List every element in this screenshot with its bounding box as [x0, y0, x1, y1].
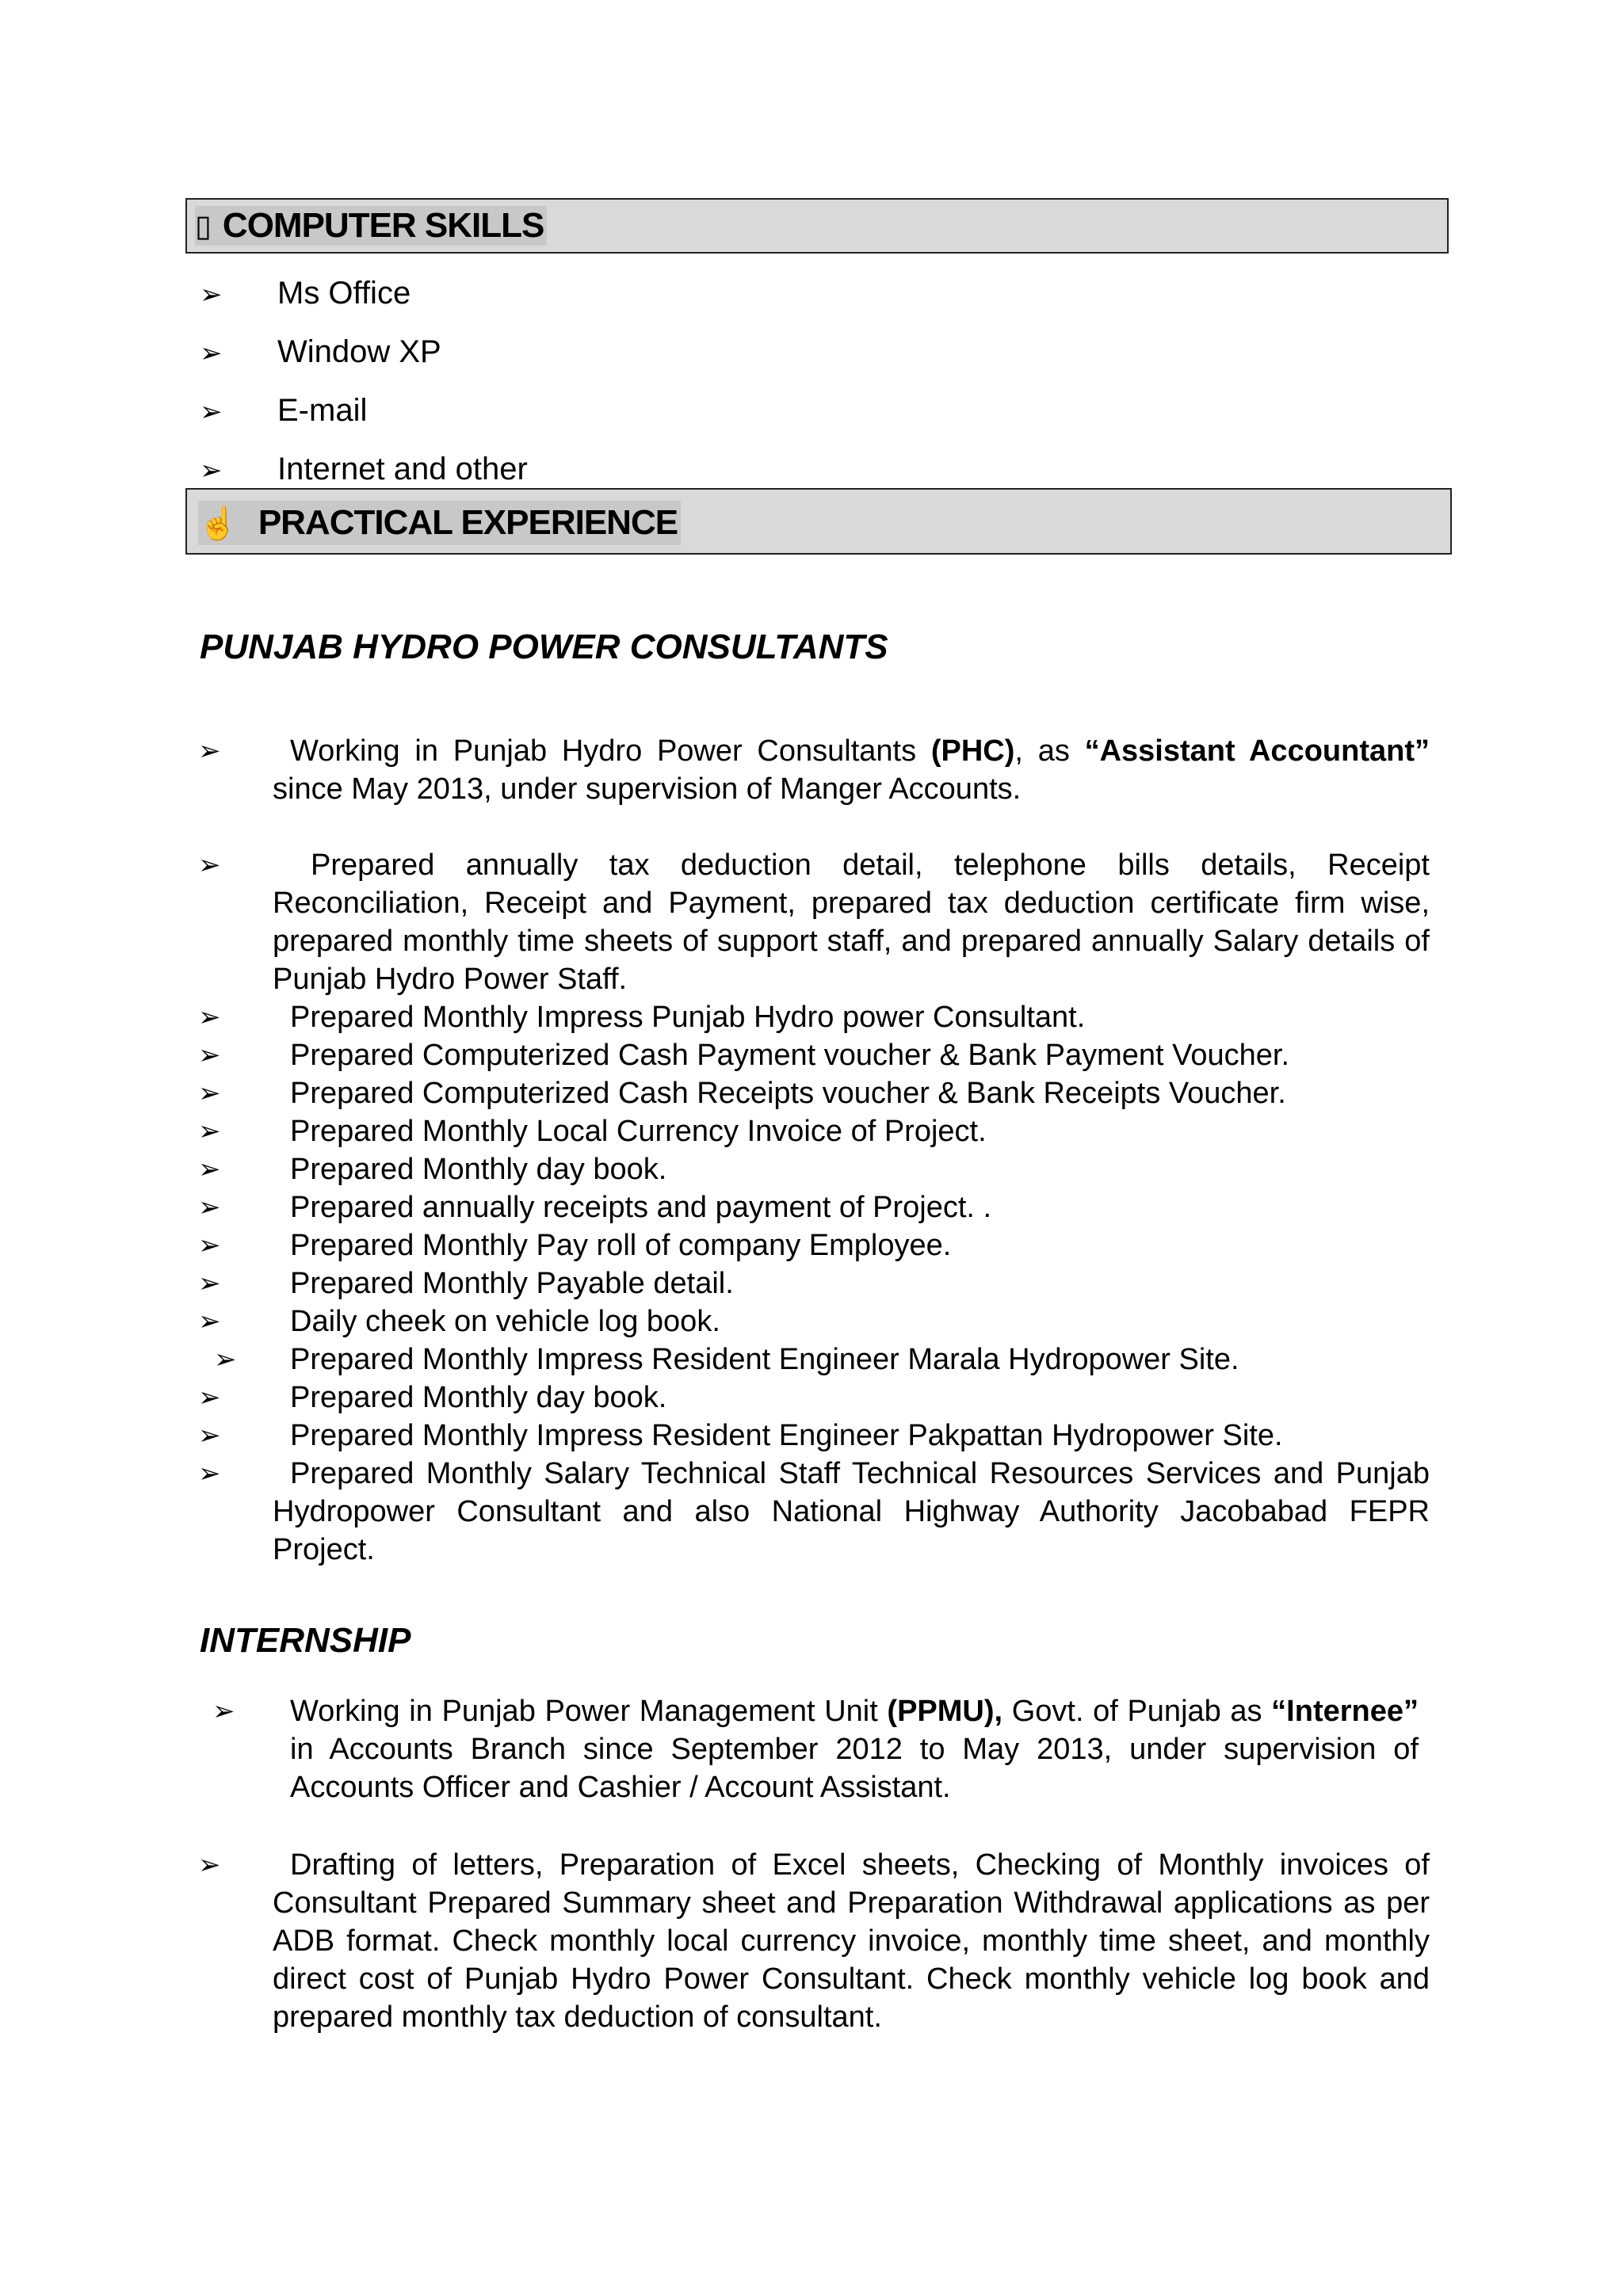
arrow-bullet-icon: ➢ — [200, 338, 223, 368]
arrow-bullet-icon: ➢ — [198, 1268, 221, 1299]
ppmu-abbrev: (PPMU), — [887, 1695, 1003, 1728]
internship-heading: INTERNSHIP — [200, 1621, 411, 1660]
arrow-bullet-icon: ➢ — [198, 1154, 221, 1184]
arrow-bullet-icon: ➢ — [212, 1696, 235, 1726]
arrow-bullet-icon: ➢ — [214, 1344, 237, 1375]
practical-experience-title: PRACTICAL EXPERIENCE — [258, 503, 678, 542]
phc-duty-item: Prepared Monthly day book. — [290, 1153, 667, 1186]
internship-role-text-3: in Accounts Branch since September 2012 to May 2013, under supervision of Accounts Officer and Cashier / Account Assistant. — [290, 1733, 1419, 1804]
skill-label: Ms Office — [277, 276, 411, 311]
phc-role-text-3: since May 2013, under supervision of Manger Accounts. — [273, 772, 1022, 806]
pointing-hand-icon: ☝ — [198, 505, 238, 541]
skill-item — [200, 333, 441, 372]
arrow-bullet-icon: ➢ — [198, 1459, 221, 1489]
arrow-bullet-icon: ➢ — [198, 1192, 221, 1222]
phc-duty-item: Prepared Monthly Pay roll of company Employee. — [290, 1229, 952, 1262]
box-glyph-icon: ▯ — [195, 209, 212, 243]
phc-heading: PUNJAB HYDRO POWER CONSULTANTS — [200, 627, 888, 666]
phc-duty-item: Prepared Computerized Cash Payment voucher & Bank Payment Voucher. — [290, 1039, 1290, 1072]
arrow-bullet-icon: ➢ — [198, 1002, 221, 1032]
phc-duties-paragraph — [273, 846, 1430, 998]
phc-duties-text: Prepared annually tax deduction detail, telephone bills details, Receipt Reconciliation, Receipt and Payment, prepared tax deduction certificate firm wise, prepared monthly time sheets of support staff, and prepared annually Salary details of Punjab Hydro Power Staff. — [273, 849, 1430, 996]
phc-duty-item: Prepared Monthly Impress Resident Engineer Marala Hydropower Site. — [290, 1343, 1239, 1376]
computer-skills-header — [185, 198, 1449, 254]
phc-role-paragraph — [273, 732, 1430, 808]
skill-label: E-mail — [277, 393, 368, 428]
practical-experience-header — [185, 488, 1452, 555]
arrow-bullet-icon: ➢ — [198, 1421, 221, 1451]
internship-duties-text: Drafting of letters, Preparation of Excel sheets, Checking of Monthly invoices of Consultant Prepared Summary sheet and Preparation Withdrawal applications as per ADB format. Check monthly local currency invoice, monthly time sheet, and monthly direct cost of Punjab Hydro Power Consultant. Check monthly vehicle log book and prepared monthly tax deduction of consultant. — [273, 1848, 1430, 2034]
arrow-bullet-icon: ➢ — [198, 1230, 221, 1261]
phc-duty-item: Prepared Monthly Impress Resident Engineer Pakpattan Hydropower Site. — [290, 1419, 1283, 1452]
practical-experience-title-wrap — [198, 501, 681, 545]
arrow-bullet-icon: ➢ — [198, 1383, 221, 1413]
internship-duties-paragraph — [273, 1846, 1430, 2036]
phc-duty-item: Prepared Monthly Impress Punjab Hydro power Consultant. — [290, 1001, 1086, 1034]
arrow-bullet-icon: ➢ — [198, 1078, 221, 1108]
arrow-bullet-icon: ➢ — [200, 397, 223, 427]
internship-role-paragraph — [290, 1692, 1419, 1806]
computer-skills-title-wrap — [195, 206, 547, 246]
phc-duty-item: Prepared Monthly day book. — [290, 1381, 667, 1414]
arrow-bullet-icon: ➢ — [198, 1040, 221, 1070]
skill-label: Window XP — [277, 334, 441, 369]
arrow-bullet-icon: ➢ — [198, 1850, 221, 1880]
phc-duty-item: Prepared Computerized Cash Receipts voucher & Bank Receipts Voucher. — [290, 1077, 1286, 1110]
skill-item — [200, 274, 411, 314]
internship-position: “Internee” — [1271, 1695, 1419, 1728]
phc-duty-item: Prepared Monthly Payable detail. — [290, 1267, 734, 1300]
phc-salary-text: Prepared Monthly Salary Technical Staff Technical Resources Services and Punjab Hydropower Consultant and also National Highway Authority Jacobabad FEPR Project. — [273, 1457, 1430, 1566]
phc-duty-item: Daily cheek on vehicle log book. — [290, 1305, 720, 1338]
phc-position: “Assistant Accountant” — [1084, 734, 1430, 768]
phc-duty-item: Prepared Monthly Local Currency Invoice of Project. — [290, 1115, 987, 1148]
arrow-bullet-icon: ➢ — [198, 1306, 221, 1337]
skill-item — [200, 391, 367, 431]
computer-skills-title: COMPUTER SKILLS — [222, 206, 544, 245]
skill-item — [200, 450, 528, 490]
internship-role-text-1: Working in Punjab Power Management Unit — [290, 1695, 888, 1728]
arrow-bullet-icon: ➢ — [198, 1116, 221, 1146]
arrow-bullet-icon: ➢ — [198, 850, 221, 880]
internship-role-text-2: Govt. of Punjab as — [1002, 1695, 1272, 1728]
phc-salary-paragraph — [273, 1455, 1430, 1569]
arrow-bullet-icon: ➢ — [200, 456, 223, 486]
skill-label: Internet and other — [277, 452, 528, 486]
arrow-bullet-icon: ➢ — [198, 736, 221, 766]
phc-abbrev: (PHC) — [930, 734, 1015, 768]
phc-role-text-1: Working in Punjab Hydro Power Consultants — [290, 734, 931, 768]
phc-role-text-2: , as — [1014, 734, 1085, 768]
phc-duty-item: Prepared annually receipts and payment of Project. . — [290, 1191, 992, 1224]
arrow-bullet-icon: ➢ — [200, 280, 223, 310]
